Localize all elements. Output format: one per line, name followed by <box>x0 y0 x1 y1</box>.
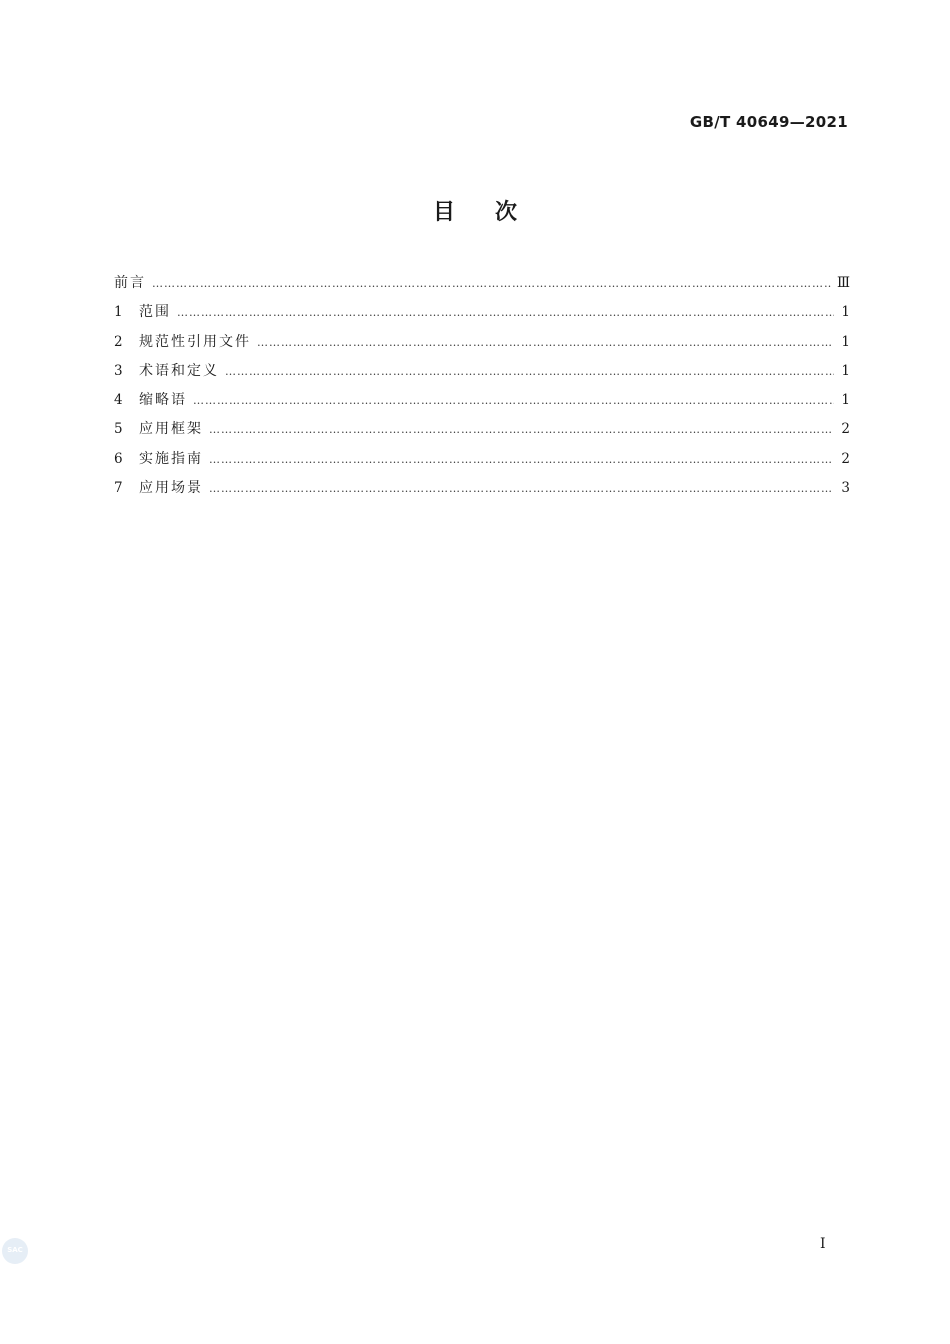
toc-leader-dots <box>152 277 831 290</box>
standard-number: GB/T 40649—2021 <box>689 113 848 131</box>
toc-entry-2[interactable] <box>114 331 850 360</box>
toc-entry-text: 应用框架 <box>139 421 203 438</box>
page-number: I <box>820 1236 826 1252</box>
toc-leader-dots <box>257 336 834 349</box>
toc-leader-dots <box>225 365 834 378</box>
toc-entry-number: 7 <box>114 480 123 497</box>
toc-entry-number: 4 <box>114 392 123 409</box>
toc-entry-7[interactable] <box>114 477 850 506</box>
toc-entry-number: 2 <box>114 333 123 350</box>
toc-entry-page: 1 <box>841 304 850 321</box>
toc-entry-number: 6 <box>114 450 123 467</box>
toc-entry-3[interactable] <box>114 360 850 389</box>
toc-entry-foreword[interactable] <box>114 272 850 301</box>
toc-leader-dots <box>193 394 834 407</box>
toc-list <box>114 272 850 506</box>
sac-logo-icon <box>2 1238 28 1264</box>
toc-leader-dots <box>209 482 834 495</box>
toc-entry-text: 缩略语 <box>139 392 187 409</box>
toc-entry-text: 实施指南 <box>139 450 203 467</box>
toc-entry-number: 5 <box>114 421 123 438</box>
toc-entry-number: 1 <box>114 304 123 321</box>
toc-entry-page: 1 <box>841 333 850 350</box>
toc-entry-page: 2 <box>841 450 850 467</box>
toc-leader-dots <box>209 453 834 466</box>
toc-entry-4[interactable] <box>114 389 850 418</box>
toc-entry-text: 范围 <box>139 304 171 321</box>
toc-entry-6[interactable] <box>114 448 850 477</box>
toc-entry-page: 3 <box>841 480 850 497</box>
toc-entry-text: 前言 <box>114 275 146 291</box>
toc-entry-text: 应用场景 <box>139 480 203 497</box>
toc-leader-dots <box>209 423 834 436</box>
toc-entry-page: 2 <box>841 421 850 438</box>
toc-entry-page: 1 <box>841 362 850 379</box>
toc-entry-1[interactable] <box>114 301 850 330</box>
toc-entry-page: Ⅲ <box>836 275 850 291</box>
sac-logo-text: SAC <box>7 1246 23 1254</box>
toc-entry-text: 术语和定义 <box>139 362 219 379</box>
toc-entry-5[interactable] <box>114 418 850 447</box>
toc-leader-dots <box>177 306 834 319</box>
toc-entry-page: 1 <box>841 392 850 409</box>
toc-entry-text: 规范性引用文件 <box>139 333 251 350</box>
toc-entry-number: 3 <box>114 362 123 379</box>
toc-title: 目次 <box>432 200 557 225</box>
